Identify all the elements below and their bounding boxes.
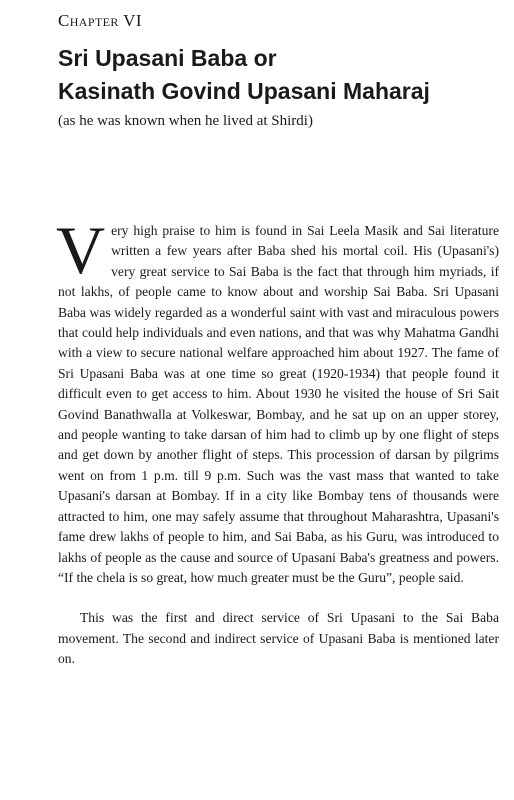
body-paragraph-1 <box>56 212 499 588</box>
chapter-number: Chapter VI <box>58 11 142 30</box>
body-paragraph-1-text: ery high praise to him is found in Sai Leela Masik and Sai literature written a few years after Baba shed his mortal coil. His (Upasani's) very great service to Sai Baba is the fact that through him myriads, if not lakhs, of people came to know about and worship Sai Baba. Sri Upasani Baba was widely regarded as a wonderful saint with vast and miraculous powers that could help individuals and even nations, and that was why Mahatma Gandhi with a view to secure national welfare approached him about 1927. The fame of Sri Upasani Baba was at one time so great (1920-1934) that people found it difficult even to get access to him. About 1930 he visited the house of Sri Sait Govind Banathwalla at Volkeswar, Bombay, and he sat up on an upper storey, and people wanting to take darsan of him had to climb up by one flight of steps and get down by another flight of steps. This procession of darsan by pilgrims went on from 1 p.m. till 9 p.m. Such was the vast mass that wanted to take Upasani's darsan at Bombay. If in a city like Bombay tens of thousands were attracted to him, one may safely assume that throughout Maharashtra, Upasani's fame drew lakhs of people to him, and Sai Baba, as his Guru, was introduced to lakhs of people as the cause and source of Upasani Baba's greatness and powers. “If the chela is so great, how much greater must be the Guru”, people said. <box>58 223 499 585</box>
chapter-title-line-1: Sri Upasani Baba or <box>58 45 277 71</box>
drop-cap: V <box>56 212 106 288</box>
chapter-title <box>58 42 430 108</box>
chapter-subtitle: (as he was known when he lived at Shirdi) <box>58 113 313 129</box>
chapter-body <box>56 212 499 670</box>
body-paragraph-2: This was the first and direct service of Sri Upasani to the Sai Baba movement. The second and indirect service of Upasani Baba is mentioned later on. <box>58 610 499 667</box>
chapter-title-line-2: Kasinath Govind Upasani Maharaj <box>58 78 430 104</box>
